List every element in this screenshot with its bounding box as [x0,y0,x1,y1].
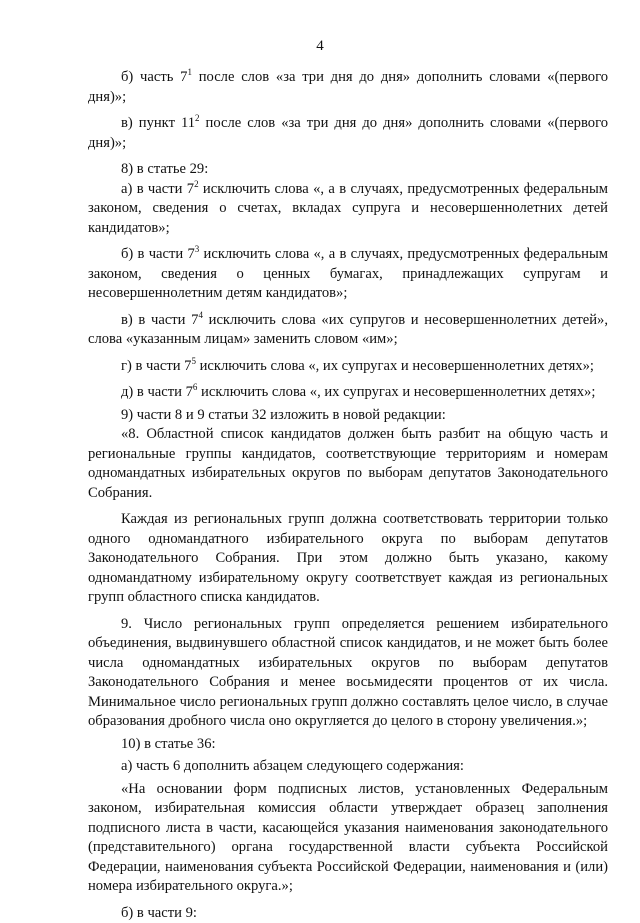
paragraph-9: 9) части 8 и 9 статьи 32 изложить в новой редакции: [88,406,608,426]
paragraph-1: б) часть $7^1$ после слов «за три дня до дня» дополнить словами «(первого дня)»; [88,68,608,107]
paragraph-14: а) часть 6 дополнить абзацем следующего содержания: [88,757,608,777]
paragraph-16: б) в части 9: [88,904,608,923]
paragraph-12: 9. Число региональных групп определяется решением избирательного объединения, выдвинувшего областной список кандидатов, и не может быть более числа одномандатных избирательных округов по выборам депутатов Законодательного Собрания и менее восьмидесяти процентов от их числа. Минимальное число региональных групп должно составлять целое число, в случае образования дробного числа оно округляется до целого в сторону увеличения.»; [88,615,608,732]
page-number: 4 [0,38,640,55]
paragraph-10: «8. Областной список кандидатов должен быть разбит на общую часть и региональные группы кандидатов, соответствующие территориям и номерам одномандатных избирательных округов по выборам депутатов Законодательного Собрания. [88,425,608,503]
paragraph-3: 8) в статье 29: [88,160,608,180]
paragraph-8: д) в части $7^6$ исключить слова «, их супругах и несовершеннолетних детях»; [88,383,608,403]
paragraph-13: 10) в статье 36: [88,735,608,755]
paragraph-6: в) в части $7^4$ исключить слова «их супругов и несовершеннолетних детей», слова «указанным лицам» заменить словом «им»; [88,311,608,350]
paragraph-4: а) в части $7^2$ исключить слова «, а в случаях, предусмотренных федеральным законом, сведения о счетах, вкладах супруга и несовершеннолетних детей кандидатов»; [88,180,608,239]
paragraph-5: б) в части $7^3$ исключить слова «, а в случаях, предусмотренных федеральным законом, сведения о ценных бумагах, принадлежащих супругам и несовершеннолетним детям кандидатов»; [88,245,608,304]
document-body [88,68,608,923]
paragraph-11: Каждая из региональных групп должна соответствовать территории только одного одномандатного избирательного округа по выборам депутатов Законодательного Собрания. При этом должно быть указано, какому одномандатному избирательному округу соответствует каждая из региональных групп областного списка кандидатов. [88,510,608,608]
paragraph-15: «На основании форм подписных листов, установленных Федеральным законом, избирательная комиссия области утверждает образец заполнения подписного листа в части, касающейся указания наименования законодательного (представительного) органа государственной власти субъекта Российской Федерации, наименования субъекта Российской Федерации, наименования и (или) номера избирательного округа.»; [88,780,608,897]
paragraph-7: г) в части $7^5$ исключить слова «, их супругах и несовершеннолетних детях»; [88,357,608,377]
paragraph-2: в) пункт $11^2$ после слов «за три дня до дня» дополнить словами «(первого дня)»; [88,114,608,153]
